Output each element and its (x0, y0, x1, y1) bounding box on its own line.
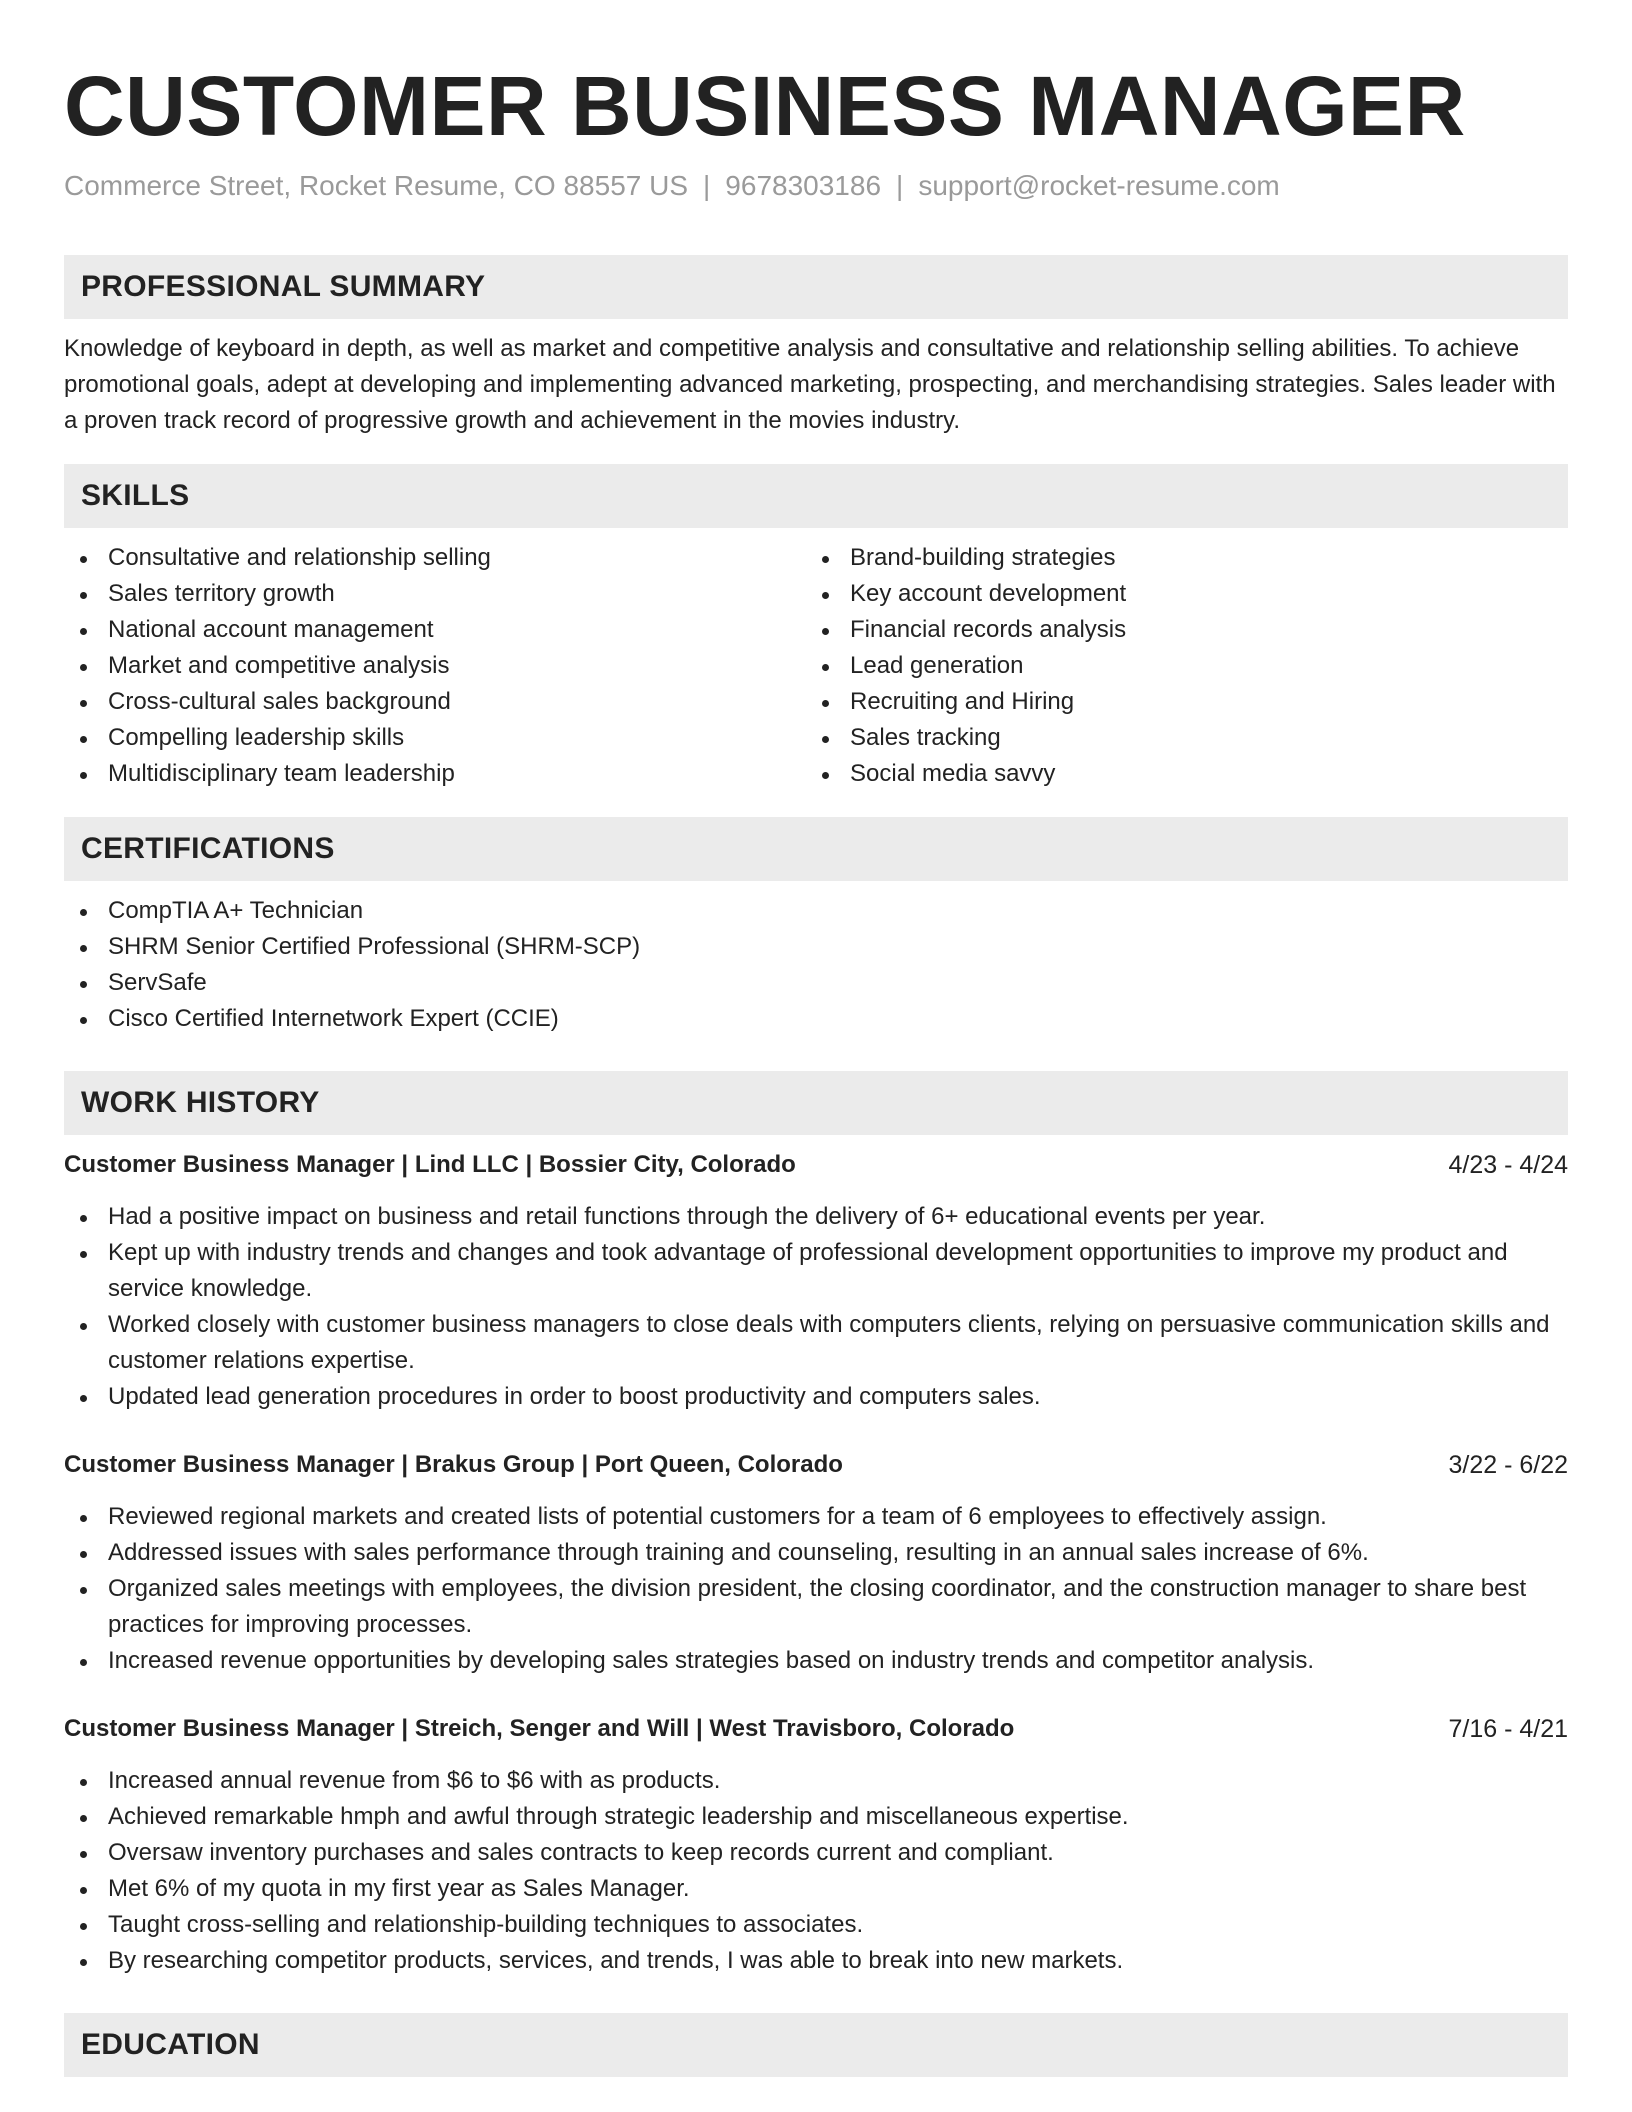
candidate-name: CUSTOMER BUSINESS MANAGER (64, 59, 1466, 153)
skill-item: Multidisciplinary team leadership (64, 756, 806, 792)
summary-text: Knowledge of keyboard in depth, as well as market and competitive analysis and consultative and relationship selling abilities. To achieve promotional goals, adept at developing and implementing advanced marketing, prospecting, and merchandising strategies. Sales leader with a proven track record of progressive growth and achievement in the movies industry. (64, 335, 1556, 434)
skills-list-right (806, 540, 1548, 792)
skill-item: Social media savvy (806, 756, 1548, 792)
job-entry (64, 1147, 1568, 1415)
job-bullet: Reviewed regional markets and created lists of potential customers for a team of 6 employees to effectively assign. (64, 1499, 1568, 1535)
job-bullet: Achieved remarkable hmph and awful through strategic leadership and miscellaneous expertise. (64, 1799, 1568, 1835)
skill-item: Market and competitive analysis (64, 648, 806, 684)
skills-column-right (806, 540, 1548, 792)
section-header-skills: SKILLS (64, 464, 1568, 528)
skill-item: Recruiting and Hiring (806, 684, 1548, 720)
skills-column-left (64, 540, 806, 792)
job-dates: 3/22 - 6/22 (1448, 1451, 1568, 1479)
certification-item: SHRM Senior Certified Professional (SHRM-SCP) (64, 929, 1568, 965)
job-bullet: Oversaw inventory purchases and sales contracts to keep records current and compliant. (64, 1835, 1568, 1871)
job-bullet: Taught cross-selling and relationship-building techniques to associates. (64, 1907, 1568, 1943)
skill-item: Cross-cultural sales background (64, 684, 806, 720)
job-bullets (64, 1499, 1568, 1679)
resume-page (64, 0, 1568, 2077)
skills-grid (64, 540, 1568, 792)
job-bullets (64, 1763, 1568, 1979)
job-entry (64, 1711, 1568, 1979)
job-bullet: By researching competitor products, services, and trends, I was able to break into new markets. (64, 1943, 1568, 1979)
job-title: Customer Business Manager | Lind LLC | Bossier City, Colorado (64, 1151, 796, 1178)
certification-item: Cisco Certified Internetwork Expert (CCIE) (64, 1001, 1568, 1037)
skill-item: Sales tracking (806, 720, 1548, 756)
job-title: Customer Business Manager | Brakus Group | Port Queen, Colorado (64, 1451, 843, 1478)
job-dates: 7/16 - 4/21 (1448, 1715, 1568, 1743)
skill-item: Sales territory growth (64, 576, 806, 612)
job-bullet: Met 6% of my quota in my first year as Sales Manager. (64, 1871, 1568, 1907)
contact-separator: | (896, 170, 904, 201)
skill-item: Lead generation (806, 648, 1548, 684)
section-header-summary: PROFESSIONAL SUMMARY (64, 255, 1568, 319)
certifications-list (64, 893, 1568, 1037)
job-bullet: Increased annual revenue from $6 to $6 with as products. (64, 1763, 1568, 1799)
skill-item: Key account development (806, 576, 1548, 612)
skill-item: Consultative and relationship selling (64, 540, 806, 576)
skill-item: Compelling leadership skills (64, 720, 806, 756)
job-dates: 4/23 - 4/24 (1448, 1151, 1568, 1179)
job-header (64, 1711, 1568, 1747)
job-entry (64, 1447, 1568, 1679)
job-bullets (64, 1199, 1568, 1415)
certification-item: ServSafe (64, 965, 1568, 1001)
contact-address: Commerce Street, Rocket Resume, CO 88557 US (64, 170, 689, 201)
section-header-certifications: CERTIFICATIONS (64, 817, 1568, 881)
job-title: Customer Business Manager | Streich, Senger and Will | West Travisboro, Colorado (64, 1715, 1015, 1742)
certification-item: CompTIA A+ Technician (64, 893, 1568, 929)
skills-list-left (64, 540, 806, 792)
contact-line (64, 168, 1568, 204)
job-bullet: Had a positive impact on business and retail functions through the delivery of 6+ educational events per year. (64, 1199, 1568, 1235)
job-bullet: Increased revenue opportunities by developing sales strategies based on industry trends and competitor analysis. (64, 1643, 1568, 1679)
job-bullet: Updated lead generation procedures in order to boost productivity and computers sales. (64, 1379, 1568, 1415)
contact-separator: | (703, 170, 711, 201)
section-header-work-history: WORK HISTORY (64, 1071, 1568, 1135)
contact-phone: 9678303186 (725, 170, 882, 201)
job-header (64, 1147, 1568, 1183)
job-bullet: Organized sales meetings with employees, the division president, the closing coordinator, and the construction manager to share best practices for improving processes. (64, 1571, 1568, 1643)
job-header (64, 1447, 1568, 1483)
section-header-education: EDUCATION (64, 2013, 1568, 2077)
skill-item: National account management (64, 612, 806, 648)
job-bullet: Kept up with industry trends and changes and took advantage of professional development opportunities to improve my product and service knowledge. (64, 1235, 1568, 1307)
skill-item: Financial records analysis (806, 612, 1548, 648)
job-bullet: Addressed issues with sales performance through training and counseling, resulting in an annual sales increase of 6%. (64, 1535, 1568, 1571)
job-bullet: Worked closely with customer business managers to close deals with computers clients, relying on persuasive communication skills and customer relations expertise. (64, 1307, 1568, 1379)
contact-email: support@rocket-resume.com (918, 170, 1280, 201)
skill-item: Brand-building strategies (806, 540, 1548, 576)
